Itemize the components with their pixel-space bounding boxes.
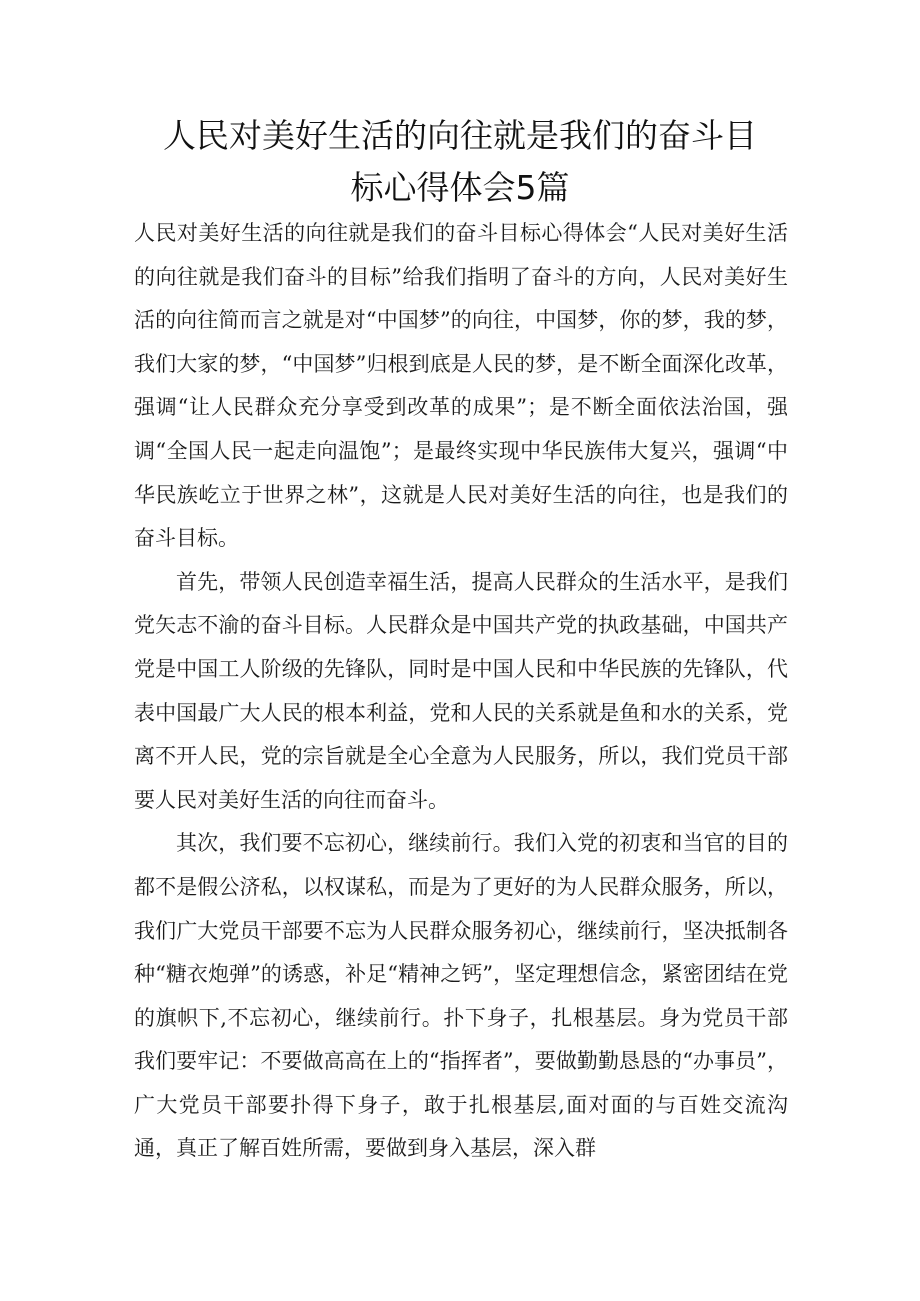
document-body — [134, 212, 788, 1171]
document-title — [120, 110, 800, 214]
title-line-2: 标心得体会5篇 — [350, 168, 570, 207]
title-line-1: 人民对美好生活的向往就是我们的奋斗目 — [163, 116, 757, 155]
paragraph-intro: 人民对美好生活的向往就是我们的奋斗目标心得体会“人民对美好生活的向往就是我们奋斗的目标”给我们指明了奋斗的方向，人民对美好生活的向往简而言之就是对“中国梦”的向往，中国梦，你的梦，我的梦，我们大家的梦，“中国梦”归根到底是人民的梦，是不断全面深化改革，强调“让人民群众充分享受到改革的成果”；是不断全面依法治国，强调“全国人民一起走向温饱”；是最终实现中华民族伟大复兴，强调“中华民族屹立于世界之林”，这就是人民对美好生活的向往，也是我们的奋斗目标。 — [134, 221, 788, 551]
paragraph-second: 其次，我们要不忘初心，继续前行。我们入党的初衷和当官的目的都不是假公济私，以权谋私，而是为了更好的为人民群众服务，所以，我们广大党员干部要不忘为人民群众服务初心，继续前行，坚决抵制各种“糖衣炮弹”的诱惑，补足“精神之钙”，坚定理想信念，紧密团结在党的旗帜下,不忘初心，继续前行。扑下身子，扎根基层。身为党员干部我们要牢记：不要做高高在上的“指挥者”，要做勤勤恳恳的“办事员”，广大党员干部要扑得下身子，敢于扎根基层,面对面的与百姓交流沟通，真正了解百姓所需，要做到身入基层，深入群 — [134, 831, 788, 1161]
paragraph-first: 首先，带领人民创造幸福生活，提高人民群众的生活水平，是我们党矢志不渝的奋斗目标。人民群众是中国共产党的执政基础，中国共产党是中国工人阶级的先锋队，同时是中国人民和中华民族的先锋队，代表中国最广大人民的根本利益，党和人民的关系就是鱼和水的关系，党离不开人民，党的宗旨就是全心全意为人民服务，所以，我们党员干部要人民对美好生活的向往而奋斗。 — [134, 569, 788, 812]
